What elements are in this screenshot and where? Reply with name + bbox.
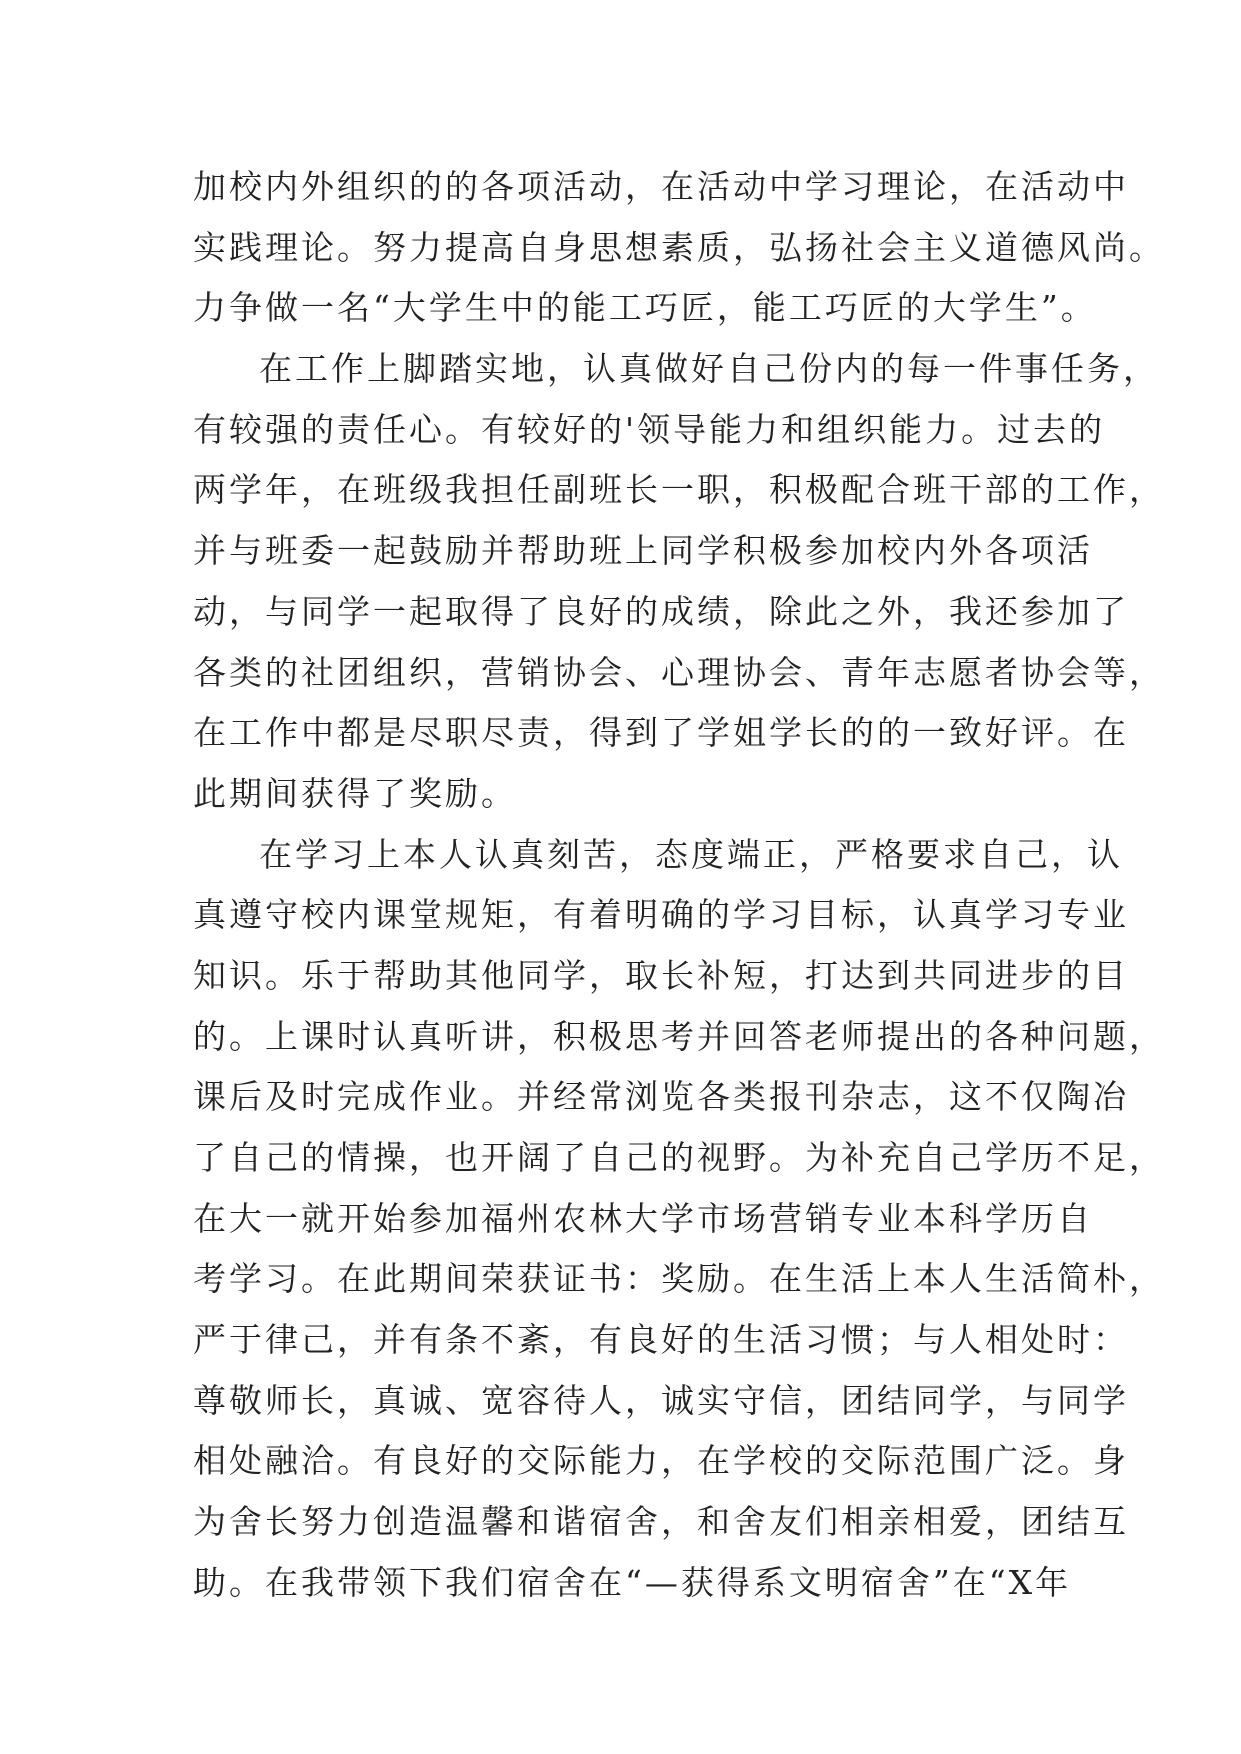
text-line: 在工作中都是尽职尽责，得到了学姐学长的的一致好评。在 [193,713,1129,753]
text-line: 并与班委一起鼓励并帮助班上同学积极参加校内外各项活 [193,531,1093,571]
text-line: 考学习。在此期间荣获证书：奖励。在生活上本人生活简朴， [193,1259,1165,1299]
text-line: 尊敬师长，真诚、宽容待人，诚实守信，团结同学，与同学 [193,1380,1129,1420]
text-line: 加校内外组织的的各项活动，在活动中学习理论，在活动中 [193,167,1129,206]
text-line: 力争做一名“大学生中的能工巧匠，能工巧匠的大学生”。 [193,288,1097,328]
text-line: 有较强的责任心。有较好的'领导能力和组织能力。过去的 [193,409,1106,449]
document-body [193,157,1165,1614]
text-line: 知识。乐于帮助其他同学，取长补短，打达到共同进步的目 [193,955,1129,995]
text-line: 在学习上本人认真刻苦，态度端正，严格要求自己，认 [259,834,1123,874]
text-line: 为舍长努力创造温馨和谐宿舍，和舍友们相亲相爱，团结互 [193,1502,1129,1542]
text-line: 助。在我带领下我们宿舍在“—获得系文明宿舍”在“X年 [193,1562,1072,1602]
text-line: 各类的社团组织，营销协会、心理协会、青年志愿者协会等， [193,652,1165,692]
text-line: 相处融洽。有良好的交际能力，在学校的交际范围广泛。身 [193,1441,1129,1481]
text-line: 严于律己，并有条不紊，有良好的生活习惯；与人相处时： [193,1320,1129,1360]
text-line: 在大一就开始参加福州农林大学市场营销专业本科学历自 [193,1198,1093,1238]
text-line: 在工作上脚踏实地，认真做好自己份内的每一件事任务， [259,349,1159,389]
text-line: 实践理论。努力提高自身思想素质，弘扬社会主义道德风尚。 [193,227,1165,267]
text-line: 动，与同学一起取得了良好的成绩，除此之外，我还参加了 [193,591,1129,631]
text-line: 两学年，在班级我担任副班长一职，积极配合班干部的工作， [193,470,1165,510]
text-line: 了自己的情操，也开阔了自己的视野。为补充自己学历不足， [193,1138,1165,1177]
text-line: 课后及时完成作业。并经常浏览各类报刊杂志，这不仅陶冶 [193,1077,1129,1117]
text-line: 真遵守校内课堂规矩，有着明确的学习目标，认真学习专业 [193,895,1129,935]
text-line: 的。上课时认真听讲，积极思考并回答老师提出的各种问题， [193,1016,1165,1056]
text-line: 此期间获得了奖励。 [193,773,517,813]
